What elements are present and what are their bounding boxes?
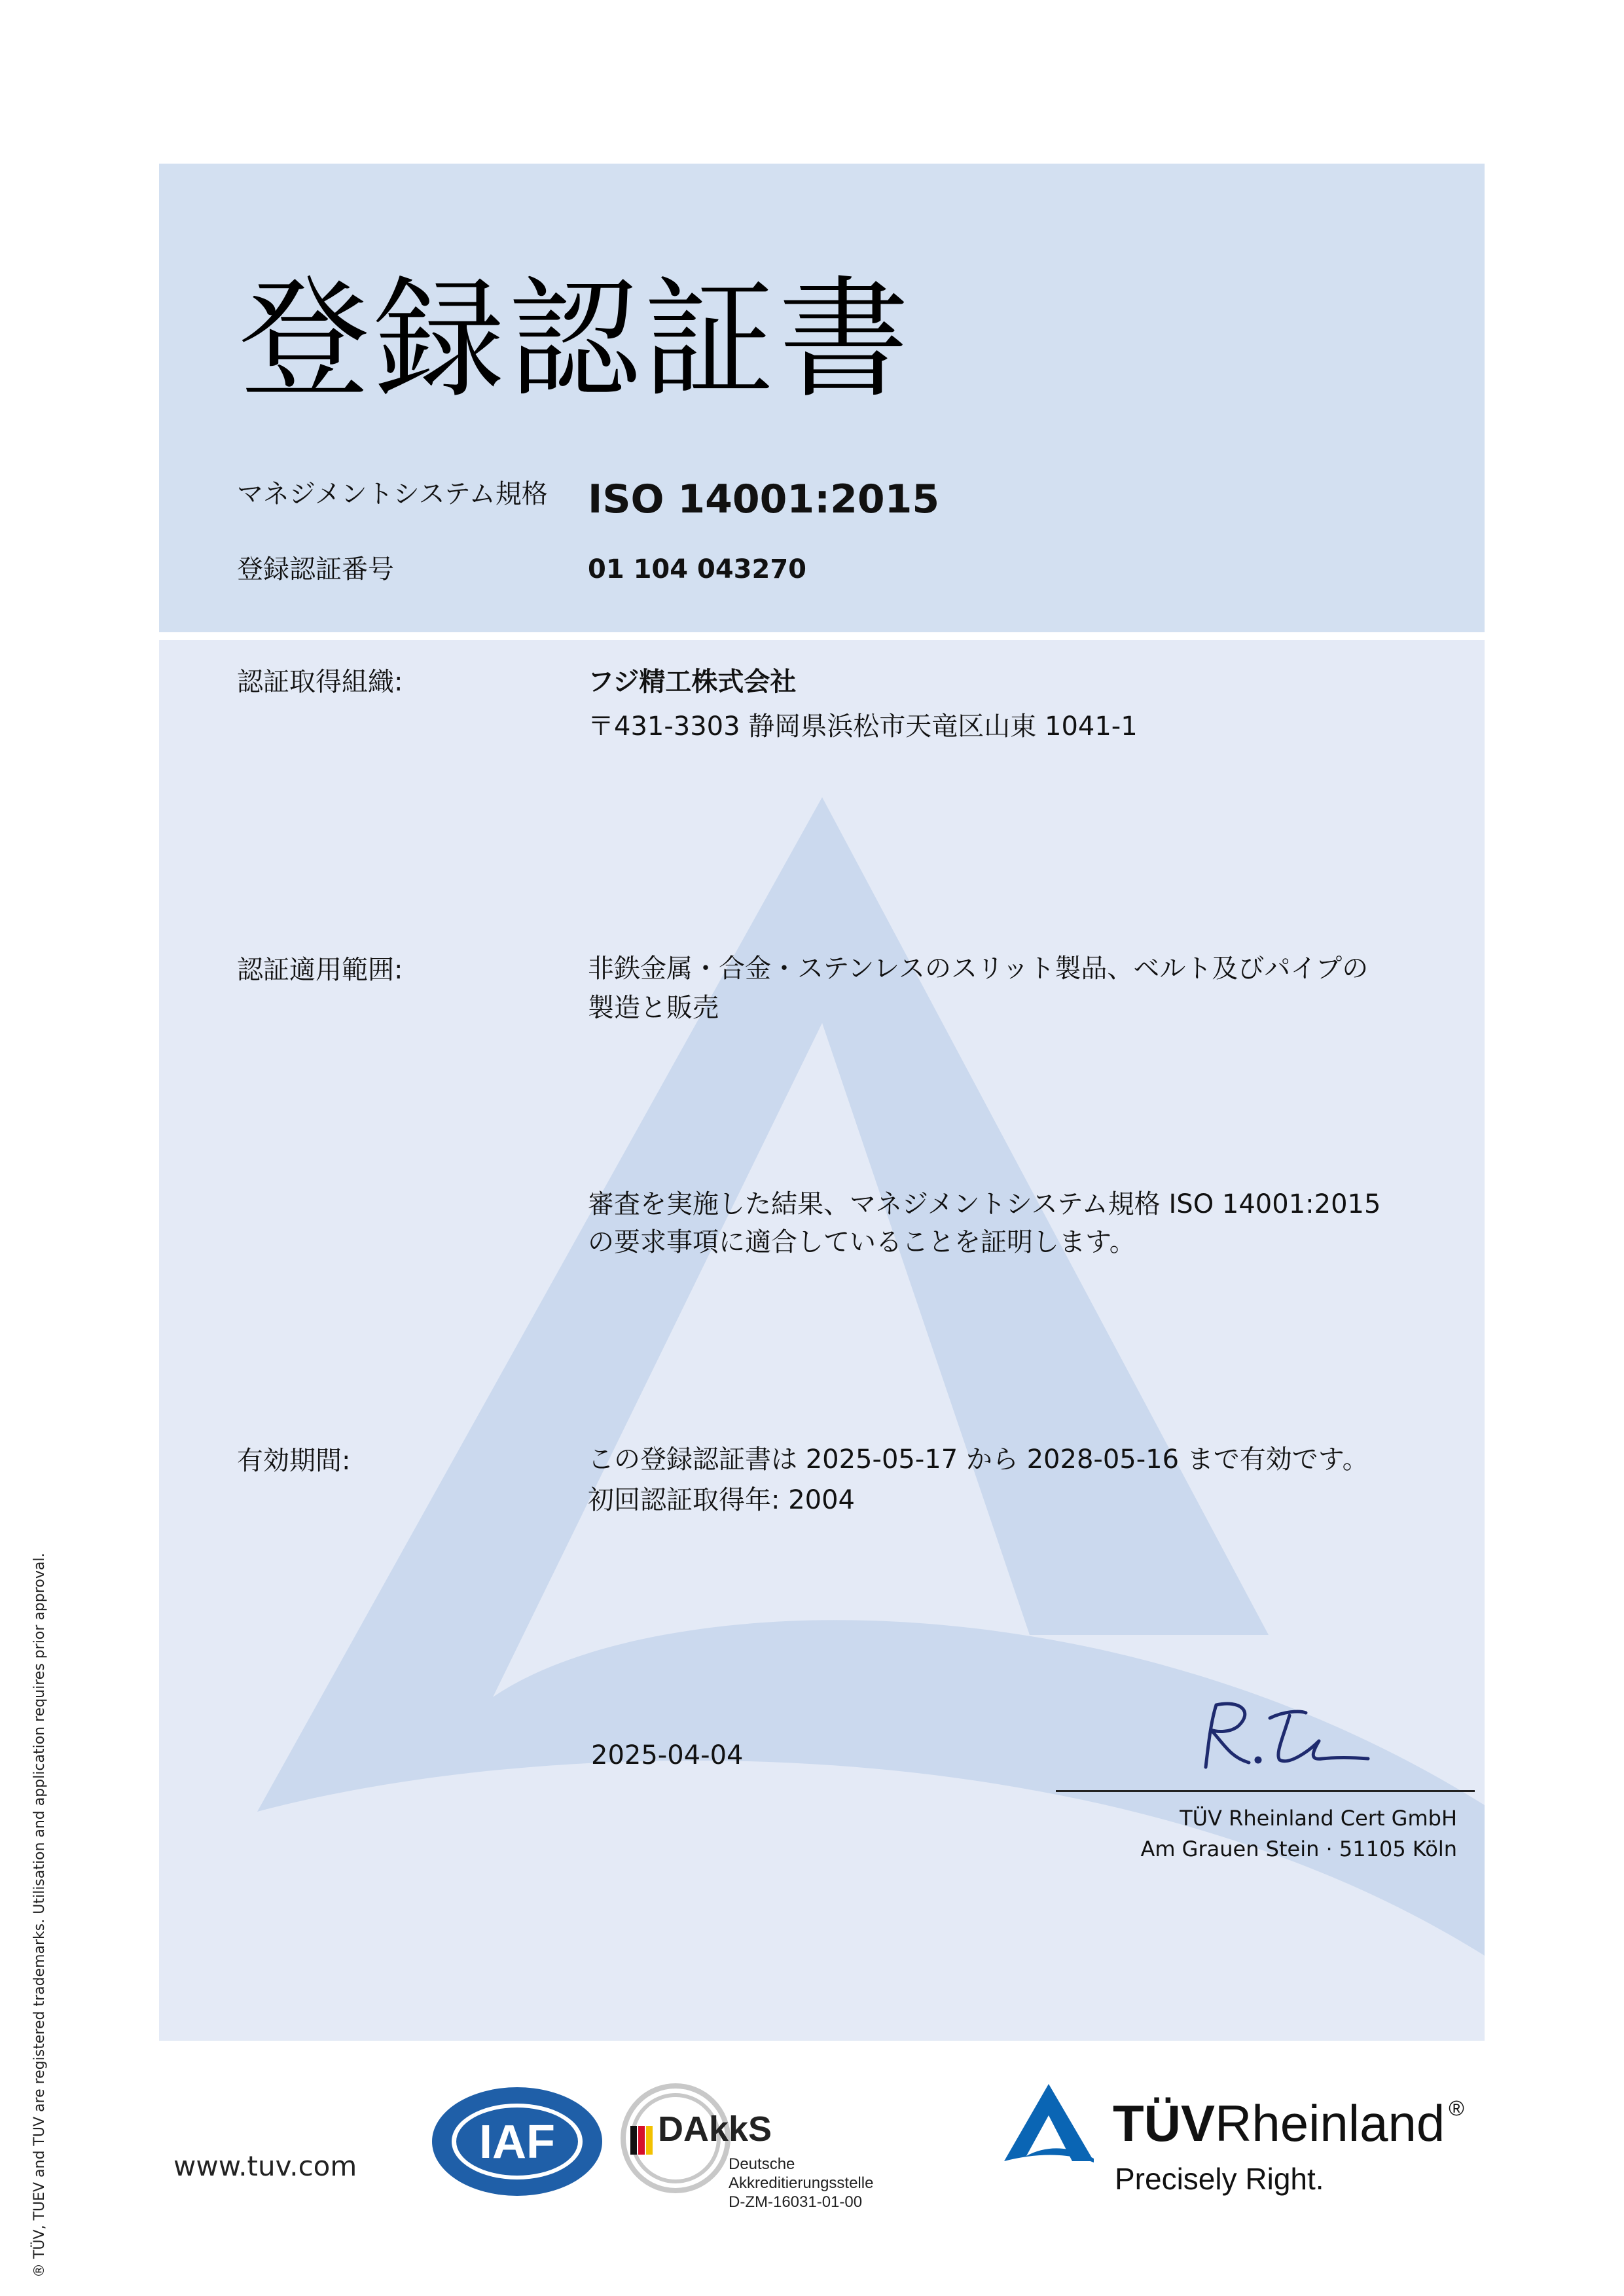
issuer-address: Am Grauen Stein · 51105 Köln <box>1140 1837 1457 1861</box>
validity-line-1: この登録認証書は 2025-05-17 から 2028-05-16 まで有効です。 <box>588 1444 1369 1475</box>
iaf-logo <box>429 2085 605 2199</box>
standard-value: ISO 14001:2015 <box>588 476 940 522</box>
tuv-wordmark: TÜV <box>1113 2094 1215 2152</box>
rheinland-wordmark: Rheinland <box>1215 2094 1445 2152</box>
dakks-code: D-ZM-16031-01-00 <box>729 2193 863 2211</box>
organization-name: フジ精工株式会社 <box>588 667 797 697</box>
registration-number: 01 104 043270 <box>588 554 807 584</box>
signature-line <box>1056 1790 1475 1792</box>
statement-line-1: 審査を実施した結果、マネジメントシステム規格 ISO 14001:2015 <box>588 1189 1381 1219</box>
scope-label: 認証適用範囲: <box>237 955 403 985</box>
standard-label: マネジメントシステム規格 <box>237 479 548 509</box>
organization-address: 〒431-3303 静岡県浜松市天竜区山東 1041-1 <box>588 711 1138 742</box>
iaf-text: IAF <box>479 2116 555 2168</box>
certificate-title: 登録認証書 <box>239 264 914 416</box>
issuer-name: TÜV Rheinland Cert GmbH <box>1180 1806 1457 1831</box>
issue-date: 2025-04-04 <box>591 1740 744 1770</box>
organization-label: 認証取得組織: <box>237 667 403 697</box>
website-url[interactable]: www.tuv.com <box>173 2150 357 2182</box>
trademark-side-note: ® TÜV, TUEV and TUV are registered trademarks. Utilisation and application requires prior approval. <box>31 1552 48 2278</box>
tuv-rheinland-wordmark <box>1113 2094 1464 2152</box>
registered-mark: ® <box>1449 2096 1464 2120</box>
signature <box>1191 1692 1375 1774</box>
brand-tagline: Precisely Right. <box>1115 2162 1324 2196</box>
scope-line-2: 製造と販売 <box>588 993 719 1023</box>
tuv-triangle-logo-icon <box>1001 2081 1096 2163</box>
dakks-name: DAkkS <box>658 2109 772 2149</box>
registration-label: 登録認証番号 <box>237 554 394 584</box>
dakks-line-2: Akkreditierungsstelle <box>729 2174 874 2192</box>
dakks-line-1: Deutsche <box>729 2155 795 2173</box>
statement-line-2: の要求事項に適合していることを証明します。 <box>588 1227 1136 1257</box>
scope-line-1: 非鉄金属・合金・ステンレスのスリット製品、ベルト及びパイプの <box>588 954 1369 984</box>
validity-line-2: 初回認証取得年: 2004 <box>588 1485 855 1515</box>
validity-label: 有効期間: <box>237 1446 351 1476</box>
